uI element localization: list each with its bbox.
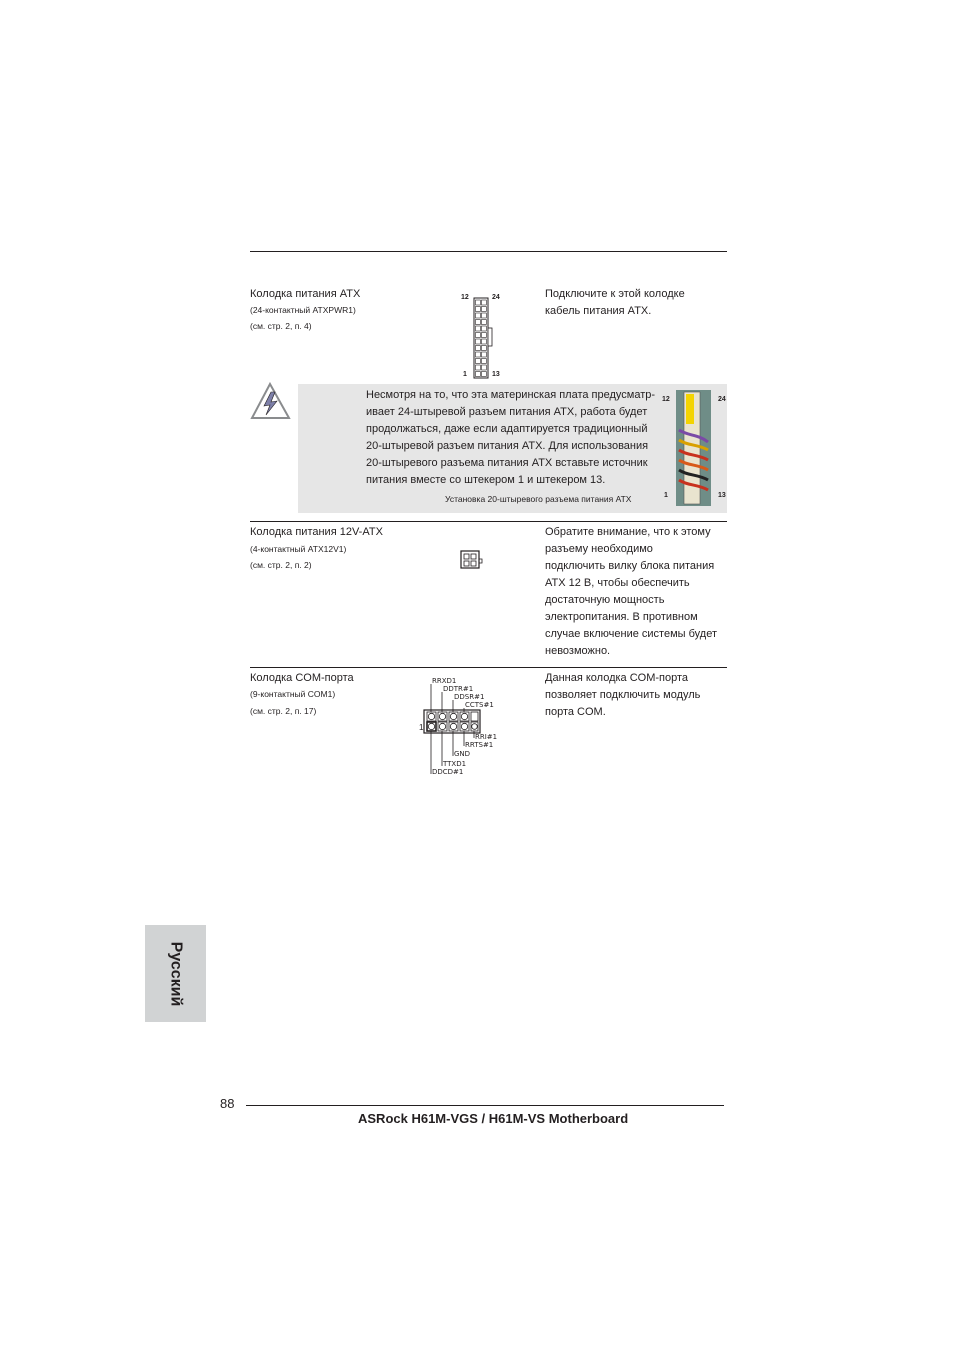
photo-pin-12-label: 12	[662, 396, 670, 403]
atx12v-desc-line: случае включение системы будет	[545, 628, 717, 640]
atx-pin	[482, 333, 487, 338]
atx-connector-icon	[458, 290, 508, 382]
atx-pin	[476, 313, 481, 318]
warning-lightning-icon	[250, 381, 292, 421]
atx-pin	[476, 359, 481, 364]
com-label-gnd: GND	[454, 750, 471, 758]
atx-pin	[476, 300, 481, 305]
com-title: Колодка COM-порта	[250, 672, 354, 684]
section-divider	[250, 667, 727, 668]
atx12v-desc-line: невозможно.	[545, 645, 611, 657]
com-label-ddcd1: DDCD#1	[432, 768, 464, 776]
atx-pin	[476, 352, 481, 357]
note-line: продолжаться, даже если адаптируется традиционный	[366, 423, 648, 435]
note-caption: Установка 20-штыревого разъема питания ATX	[445, 494, 632, 504]
atx-pin	[476, 346, 481, 351]
com-label-ddsr1: DDSR#1	[454, 693, 485, 701]
atx-pin-1-label: 1	[463, 371, 467, 378]
atx12v-desc-line: подключить вилку блока питания	[545, 560, 715, 572]
atx-pin	[476, 326, 481, 331]
atx-pin-12-label: 12	[461, 294, 469, 301]
atx-pin	[482, 320, 487, 325]
footer-rule	[246, 1105, 724, 1106]
atx12v-subtitle: (4-контактный ATX12V1)	[250, 544, 347, 554]
atx12v-connector-icon	[459, 550, 485, 570]
page-number: 88	[220, 1096, 235, 1111]
atx-desc-line: Подключите к этой колодке	[545, 288, 685, 300]
atx-pin	[482, 352, 487, 357]
com-label-rri1: RRI#1	[475, 733, 498, 741]
atx12v-desc-line: достаточную мощность	[545, 594, 665, 606]
atx12v-desc-line: разъему необходимо	[545, 543, 653, 555]
note-text	[366, 387, 655, 489]
com-label-ddtr1: DDTR#1	[443, 685, 474, 693]
top-rule	[250, 251, 727, 252]
atx-pin	[482, 300, 487, 305]
atx-pin	[476, 333, 481, 338]
atx12v-page-ref: (см. стр. 2, п. 2)	[250, 560, 312, 570]
footer-title: ASRock H61M-VGS / H61M-VS Motherboard	[358, 1111, 629, 1126]
com-desc-line: позволяет подключить модуль	[545, 689, 701, 701]
note-line: Несмотря на то, что эта материнская плата предусматр-	[366, 389, 656, 401]
atx-pin	[476, 307, 481, 312]
atx-20pin-installation-photo	[676, 390, 711, 506]
atx-title: Колодка питания ATX	[250, 288, 361, 300]
atx-description	[545, 286, 685, 320]
atx-pin	[482, 307, 487, 312]
com-description	[545, 670, 700, 721]
atx-pin	[482, 339, 487, 344]
note-line: 20-штыревой разъем питания ATX. Для использования	[366, 440, 649, 452]
section-divider	[250, 521, 727, 522]
note-line: ивает 24-штыревой разъем питания ATX, работа будет	[366, 406, 648, 418]
photo-pin-24-label: 24	[718, 396, 726, 403]
com-label-rrts1: RRTS#1	[465, 741, 494, 749]
atx-page-ref: (см. стр. 2, п. 4)	[250, 321, 312, 331]
atx-subtitle: (24-контактный ATXPWR1)	[250, 305, 356, 315]
photo-pin-13-label: 13	[718, 492, 726, 499]
atx12v-desc-line: электропитания. В противном	[545, 611, 698, 623]
atx-pin	[482, 372, 487, 377]
atx-pin	[482, 359, 487, 364]
com-page-ref: (см. стр. 2, п. 17)	[250, 706, 317, 716]
atx12v-desc-line: ATX 12 В, чтобы обеспечить	[545, 577, 690, 589]
atx-pin-13-label: 13	[492, 371, 500, 378]
atx12v-title: Колодка питания 12V-ATX	[250, 526, 383, 538]
com-desc-line: порта COM.	[545, 706, 606, 718]
atx-pin	[476, 372, 481, 377]
atx-pin	[482, 313, 487, 318]
com-label-ccts1: CCTS#1	[465, 701, 494, 709]
atx12v-description	[545, 524, 717, 660]
atx12v-desc-line: Обратите внимание, что к этому	[545, 526, 711, 538]
language-tab-label: Русский	[167, 941, 185, 1006]
atx-pin	[476, 365, 481, 370]
com-desc-line: Данная колодка COM-порта	[545, 672, 689, 684]
atx-desc-line: кабель питания ATX.	[545, 305, 652, 317]
atx-pin	[482, 326, 487, 331]
atx-pin	[482, 365, 487, 370]
language-side-tab	[145, 925, 206, 1022]
atx-pin-24-label: 24	[492, 294, 500, 301]
atx-pin	[476, 320, 481, 325]
note-line: питания вместе со штекером 1 и штекером 13.	[366, 474, 606, 486]
com-label-ttxd1: TTXD1	[443, 760, 467, 768]
atx-24pin-connector-diagram	[458, 290, 508, 382]
com-pin-1-label: 1	[419, 723, 424, 732]
com-label-rrxd1: RRXD1	[432, 677, 457, 685]
com-subtitle: (9-контактный COM1)	[250, 689, 336, 699]
note-line: 20-штыревого разъема питания ATX вставьте источник	[366, 457, 648, 469]
atx-pin	[482, 346, 487, 351]
atx-pin	[476, 339, 481, 344]
photo-pin-1-label: 1	[664, 492, 668, 499]
